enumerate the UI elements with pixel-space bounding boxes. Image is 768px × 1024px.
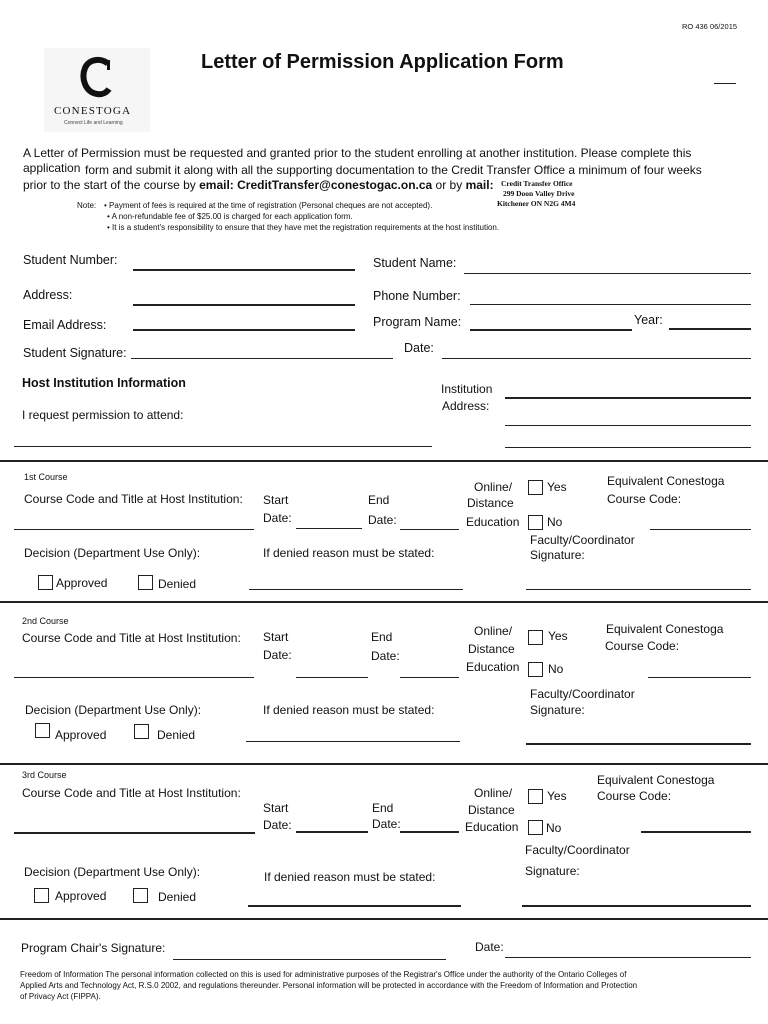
denied-checkbox[interactable]	[138, 575, 153, 590]
online-no-checkbox[interactable]	[528, 515, 543, 530]
denied-reason-field[interactable]	[249, 589, 463, 590]
online-no-label: No	[546, 821, 562, 835]
start-label: Start	[263, 493, 289, 507]
end-date-field[interactable]	[400, 529, 459, 530]
denied-reason-field[interactable]	[248, 905, 461, 907]
equivalent-course-code-field[interactable]	[641, 831, 751, 833]
student-date-field[interactable]	[442, 358, 751, 359]
approved-label: Approved	[55, 728, 107, 742]
faculty-label: Faculty/Coordinator	[530, 687, 635, 701]
online-yes-checkbox[interactable]	[528, 480, 543, 495]
program-chair-date-label: Date:	[475, 940, 504, 954]
denied-label: Denied	[158, 890, 197, 904]
phone-number-label: Phone Number:	[373, 289, 461, 303]
intro-prefix: prior to the start of the course by	[23, 178, 200, 192]
denied-reason-label: If denied reason must be stated:	[263, 546, 435, 560]
start-label: Start	[263, 801, 289, 815]
program-chair-signature-label: Program Chair's Signature:	[21, 941, 166, 955]
student-name-label: Student Name:	[373, 256, 457, 270]
faculty-signature-label: Signature:	[530, 548, 585, 562]
year-label: Year:	[634, 313, 663, 327]
institution-address-field-1[interactable]	[505, 397, 751, 399]
program-name-field[interactable]	[470, 329, 632, 331]
online-no-label: No	[547, 515, 563, 529]
intro-line-1: A Letter of Permission must be requested and granted prior to the student enrolling at another institution. Please complete this	[23, 146, 692, 160]
course-code-title-label: Course Code and Title at Host Institution:	[22, 631, 241, 645]
section-divider	[0, 918, 768, 920]
program-chair-signature-field[interactable]	[173, 959, 446, 960]
start-label: Start	[263, 630, 289, 644]
decision-label: Decision (Department Use Only):	[24, 865, 201, 879]
address-field[interactable]	[133, 304, 355, 306]
online-label: Online/	[474, 624, 513, 638]
decision-label: Decision (Department Use Only):	[24, 546, 201, 560]
start-date-label: Date:	[263, 648, 292, 662]
online-yes-checkbox[interactable]	[528, 630, 543, 645]
equivalent-course-code-field[interactable]	[648, 677, 751, 678]
institution-address-field-2[interactable]	[505, 425, 751, 426]
note-bullet-3: • It is a student's responsibility to ensure that they have met the registration requirements at the host institution.	[107, 223, 500, 232]
start-date-field[interactable]	[296, 677, 368, 678]
approved-checkbox[interactable]	[34, 888, 49, 903]
distance-label: Distance	[467, 496, 514, 510]
end-label: End	[368, 493, 390, 507]
student-name-field[interactable]	[464, 273, 751, 274]
online-yes-label: Yes	[548, 629, 568, 643]
faculty-label: Faculty/Coordinator	[525, 843, 630, 857]
distance-label: Distance	[468, 642, 515, 656]
course-heading: 3rd Course	[22, 770, 67, 780]
host-request-label: I request permission to attend:	[22, 408, 184, 422]
page-title: Letter of Permission Application Form	[201, 51, 564, 73]
course-code-title-label: Course Code and Title at Host Institution:	[24, 492, 243, 506]
mail-address-3: Kitchener ON N2G 4M4	[497, 199, 576, 208]
form-code: RO 436 06/2015	[682, 22, 738, 31]
foi-line-3: of Privacy Act (FIPPA).	[20, 992, 101, 1001]
start-date-field[interactable]	[296, 831, 368, 833]
conestoga-c-icon	[79, 56, 115, 98]
end-label: End	[371, 630, 393, 644]
year-field[interactable]	[669, 328, 751, 330]
equivalent-course-code-field[interactable]	[650, 529, 751, 530]
note-bullet-1: • Payment of fees is required at the time of registration (Personal cheques are not accepted).	[104, 201, 433, 210]
end-date-label: Date:	[372, 817, 401, 831]
denied-label: Denied	[157, 728, 196, 742]
start-date-label: Date:	[263, 511, 292, 525]
phone-number-field[interactable]	[470, 304, 751, 305]
foi-line-2: Applied Arts and Technology Act, R.S.0 2002, and regulations thereunder. Personal information will be protected in accordance with the Freedom of Information and Protection	[20, 981, 638, 990]
equivalent-course-code-label: Course Code:	[605, 639, 680, 653]
education-label: Education	[465, 820, 519, 834]
student-signature-label: Student Signature:	[23, 346, 127, 360]
address-label: Address:	[23, 288, 73, 302]
student-number-field[interactable]	[133, 269, 355, 271]
faculty-signature-field[interactable]	[522, 905, 751, 907]
online-label: Online/	[474, 480, 513, 494]
end-date-label: Date:	[368, 513, 397, 527]
course-code-title-field[interactable]	[14, 677, 254, 678]
online-yes-label: Yes	[547, 480, 567, 494]
email-address-field[interactable]	[133, 329, 355, 331]
online-no-label: No	[548, 662, 564, 676]
equivalent-label: Equivalent Conestoga	[597, 773, 715, 787]
end-date-field[interactable]	[400, 677, 459, 678]
education-label: Education	[466, 515, 520, 529]
section-divider	[0, 601, 768, 603]
logo-tagline: Connect Life and Learning	[64, 120, 123, 126]
student-number-label: Student Number:	[23, 253, 118, 267]
decision-label: Decision (Department Use Only):	[25, 703, 202, 717]
course-heading: 1st Course	[24, 472, 68, 482]
email-label: email	[199, 178, 230, 192]
denied-reason-label: If denied reason must be stated:	[263, 703, 435, 717]
section-divider	[0, 460, 768, 462]
student-signature-field[interactable]	[131, 358, 393, 359]
denied-label: Denied	[158, 577, 197, 591]
end-label: End	[372, 801, 394, 815]
denied-checkbox[interactable]	[133, 888, 148, 903]
equivalent-label: Equivalent Conestoga	[607, 474, 725, 488]
course-code-title-field[interactable]	[14, 832, 255, 834]
approved-checkbox[interactable]	[35, 723, 50, 738]
course-code-title-field[interactable]	[14, 529, 254, 530]
end-date-field[interactable]	[400, 831, 459, 833]
program-chair-date-field[interactable]	[505, 957, 751, 958]
institution-address-field-3[interactable]	[505, 447, 751, 448]
title-rule	[714, 83, 736, 84]
email-address-label: Email Address:	[23, 318, 107, 332]
program-name-label: Program Name:	[373, 315, 462, 329]
note-label: Note:	[77, 201, 97, 210]
faculty-signature-label: Signature:	[525, 864, 580, 878]
note-bullet-2: • A non-refundable fee of $25.00 is charged for each application form.	[107, 212, 353, 221]
end-date-label: Date:	[371, 649, 400, 663]
online-no-checkbox[interactable]	[528, 820, 543, 835]
approved-checkbox[interactable]	[38, 575, 53, 590]
or-by-text: or by	[432, 178, 466, 192]
student-date-label: Date:	[404, 341, 434, 355]
intro-line-2b: form and submit it along with all the supporting documentation to the Credit Transfer Office a minimum of four weeks	[85, 163, 702, 177]
education-label: Education	[466, 660, 520, 674]
foi-line-1: Freedom of Information The personal information collected on this is used for administrative purposes of the Registrar's Office under the authority of the Ontario Colleges of	[20, 970, 627, 979]
intro-line-3: prior to the start of the course by email: CreditTransfer@conestogac.on.ca or by mail:	[23, 178, 494, 192]
approved-label: Approved	[55, 889, 107, 903]
faculty-signature-field[interactable]	[526, 589, 751, 590]
logo-brand: CONESTOGA	[54, 105, 132, 117]
online-no-checkbox[interactable]	[528, 662, 543, 677]
course-code-title-label: Course Code and Title at Host Institution:	[22, 786, 241, 800]
host-institution-field[interactable]	[14, 446, 432, 447]
approved-label: Approved	[56, 576, 108, 590]
online-yes-label: Yes	[547, 789, 567, 803]
mail-label: mail	[465, 178, 490, 192]
institution-address-label: Address:	[442, 399, 490, 413]
faculty-signature-label: Signature:	[530, 703, 585, 717]
denied-checkbox[interactable]	[134, 724, 149, 739]
equivalent-label: Equivalent Conestoga	[606, 622, 724, 636]
course-heading: 2nd Course	[22, 616, 69, 626]
denied-reason-label: If denied reason must be stated:	[264, 870, 436, 884]
logo	[44, 48, 150, 132]
host-heading: Host Institution Information	[22, 376, 186, 390]
email-address-link[interactable]: CreditTransfer@conestogac.on.ca	[237, 178, 433, 192]
start-date-label: Date:	[263, 818, 292, 832]
start-date-field[interactable]	[296, 528, 362, 529]
faculty-signature-field[interactable]	[526, 743, 751, 745]
section-divider	[0, 763, 768, 765]
mail-address-2: 299 Doon Valley Drive	[503, 189, 575, 198]
faculty-label: Faculty/Coordinator	[530, 533, 635, 547]
equivalent-course-code-label: Course Code:	[607, 492, 682, 506]
denied-reason-field[interactable]	[246, 741, 460, 742]
equivalent-course-code-label: Course Code:	[597, 789, 672, 803]
online-label: Online/	[474, 786, 513, 800]
mail-address-1: Credit Transfer Office	[501, 179, 573, 188]
distance-label: Distance	[468, 803, 515, 817]
online-yes-checkbox[interactable]	[528, 789, 543, 804]
intro-line-2a: application	[23, 161, 81, 175]
institution-label: Institution	[441, 382, 493, 396]
